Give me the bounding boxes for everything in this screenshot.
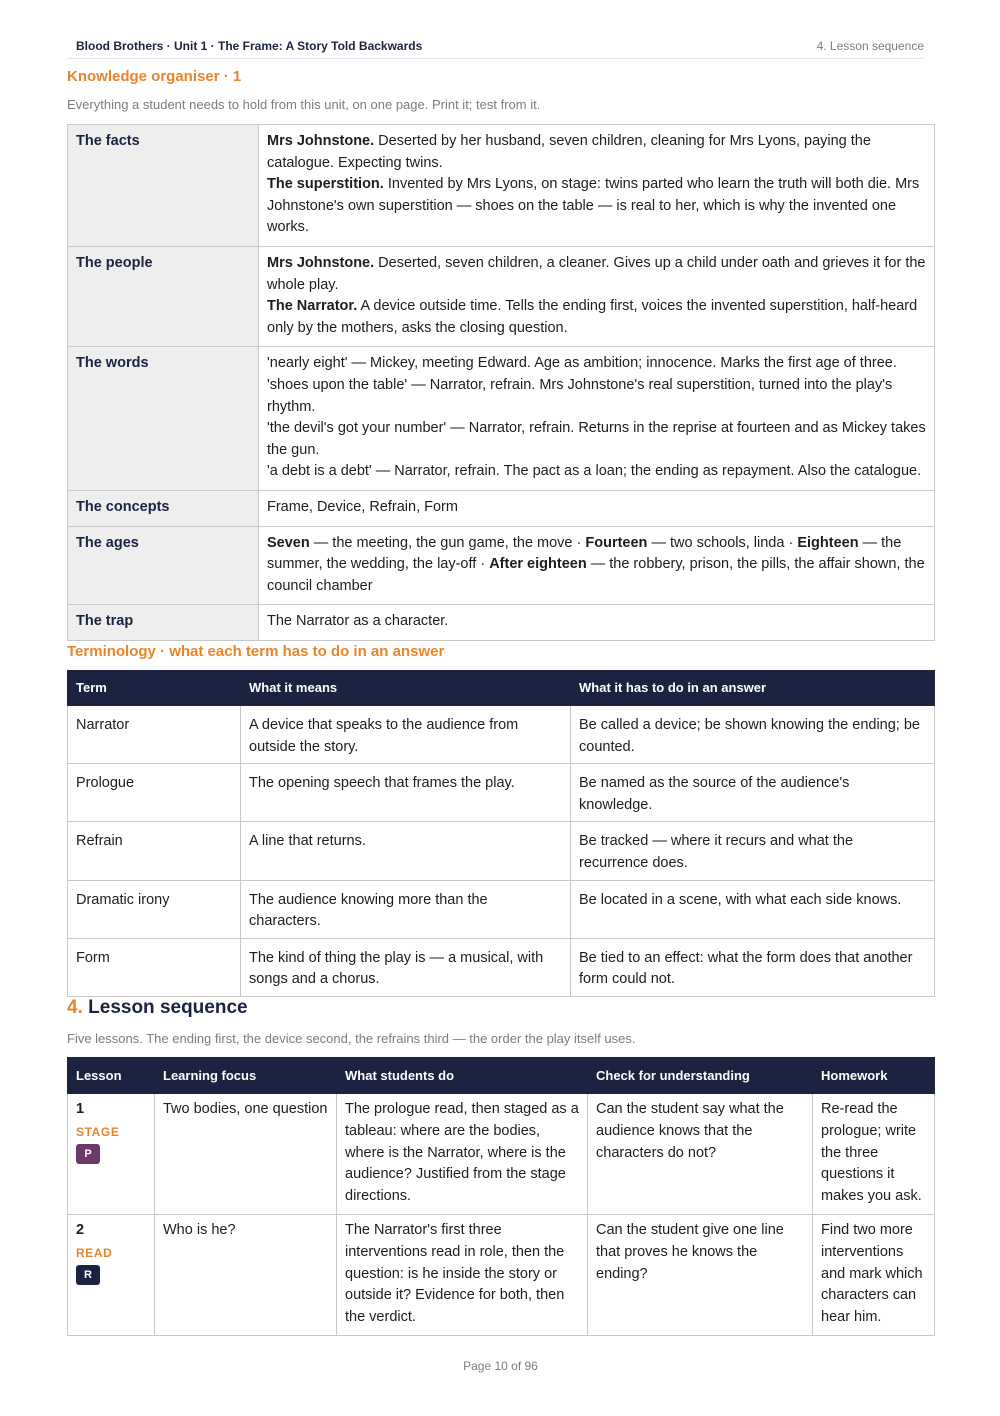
answer-cell: Be named as the source of the audience's knowledge. — [571, 764, 935, 822]
answer-cell: Be tied to an effect: what the form does that another form could not. — [571, 938, 935, 996]
column-header: Check for understanding — [588, 1058, 813, 1094]
answer-cell: Be tracked — where it recurs and what the recurrence does. — [571, 822, 935, 880]
lesson-tag: READ — [76, 1245, 113, 1260]
row-label: The words — [68, 347, 259, 491]
column-header: Lesson — [68, 1058, 155, 1094]
column-header: What it has to do in an answer — [571, 671, 935, 706]
lesson-tag: STAGE — [76, 1124, 120, 1139]
meaning-cell: The kind of thing the play is — a musical, with songs and a chorus. — [241, 938, 571, 996]
fact-line — [267, 131, 926, 174]
term-cell: Narrator — [68, 706, 241, 764]
fact-line — [267, 174, 926, 239]
lesson-cell — [68, 1094, 155, 1215]
row-content — [259, 246, 935, 346]
page-footer: Page 10 of 96 — [463, 1359, 538, 1373]
column-header: Homework — [813, 1058, 935, 1094]
quote-line: 'a debt is a debt' — Narrator, refrain. The pact as a loan; the ending as repayment. Also the catalogue. — [267, 463, 922, 480]
quote-line: 'nearly eight' — Mickey, meeting Edward. Age as ambition; innocence. Marks the first age of three. — [267, 355, 897, 372]
header-row — [68, 671, 935, 706]
row-label: The trap — [68, 605, 259, 641]
column-header: What students do — [337, 1058, 588, 1094]
check-cell: Can the student give one line that proves he knows the ending? — [588, 1214, 813, 1335]
column-header: Learning focus — [155, 1058, 337, 1094]
meaning-cell: The audience knowing more than the characters. — [241, 880, 571, 938]
row-label: The people — [68, 246, 259, 346]
section-intro: Five lessons. The ending first, the device second, the refrains third — the order the play itself uses. — [67, 1031, 636, 1046]
person-name: The Narrator. — [267, 298, 358, 315]
table-row — [68, 822, 935, 880]
lesson-badge: R — [76, 1265, 100, 1285]
person-text: Deserted, seven children, a cleaner. Gives up a child under oath and grieves it for the whole play. — [267, 254, 926, 293]
fact-text: Invented by Mrs Lyons, on stage: twins parted who learn the truth will both die. Mrs Johnstone's own superstition — shoes on the table — is real to her, which is why the invented one works. — [267, 176, 920, 236]
lesson-sequence-table — [67, 1057, 935, 1336]
column-header: What it means — [241, 671, 571, 706]
column-header: Term — [68, 671, 241, 706]
organiser-intro: Everything a student needs to hold from this unit, on one page. Print it; test from it. — [67, 97, 541, 112]
section-number: 4. — [67, 997, 83, 1018]
activity-cell: The prologue read, then staged as a tableau: where are the bodies, where is the Narrator, where is the audience? Justified from the stage directions. — [337, 1094, 588, 1215]
age-label: Eighteen — [797, 534, 859, 551]
row-label: The concepts — [68, 490, 259, 526]
meaning-cell: The opening speech that frames the play. — [241, 764, 571, 822]
section-label: 4. Lesson sequence — [816, 39, 924, 53]
header-row — [68, 1058, 935, 1094]
lesson-row — [68, 1094, 935, 1215]
fact-lead: Mrs Johnstone. — [267, 133, 375, 149]
unit-title: Blood Brothers · Unit 1 · The Frame: A Story Told Backwards — [76, 39, 423, 53]
organiser-heading: Knowledge organiser · 1 — [67, 68, 242, 85]
table-row — [68, 605, 935, 641]
lesson-number: 2 — [76, 1221, 85, 1238]
lesson-badge: P — [76, 1144, 100, 1164]
table-row — [68, 246, 935, 346]
person-text: A device outside time. Tells the ending first, voices the invented superstition, half-heard only by the mothers, asks the closing question. — [267, 298, 918, 336]
activity-cell: The Narrator's first three interventions read in role, then the question: is he inside the story or outside it? Evidence for both, then the verdict. — [337, 1214, 588, 1335]
terminology-table — [67, 670, 935, 997]
table-row — [68, 880, 935, 938]
answer-cell: Be called a device; be shown knowing the ending; be counted. — [571, 706, 935, 764]
age-label: Seven — [267, 534, 310, 551]
table-row — [68, 125, 935, 247]
person-line — [267, 253, 926, 296]
focus-cell: Who is he? — [155, 1214, 337, 1335]
age-events: — the meeting, the gun game, the move · — [309, 534, 586, 551]
lesson-number: 1 — [76, 1101, 85, 1117]
table-row — [68, 706, 935, 764]
meaning-cell: A line that returns. — [241, 822, 571, 880]
row-content — [259, 347, 935, 491]
focus-cell: Two bodies, one question — [155, 1094, 337, 1215]
person-name: Mrs Johnstone. — [267, 254, 375, 271]
row-label: The facts — [68, 125, 259, 247]
lesson-row — [68, 1214, 935, 1335]
term-cell: Prologue — [68, 764, 241, 822]
homework-cell: Find two more interventions and mark which characters can hear him. — [813, 1214, 935, 1335]
age-events: — the summer, the wedding, the lay-off · — [267, 534, 902, 573]
section-title: Lesson sequence — [88, 997, 248, 1018]
fact-lead: The superstition. — [267, 176, 384, 193]
table-row — [68, 938, 935, 996]
row-content — [259, 125, 935, 247]
table-row — [68, 526, 935, 605]
fact-text: Deserted by her husband, seven children, cleaning for Mrs Lyons, paying the catalogue. Expecting twins. — [267, 133, 871, 171]
row-content: Frame, Device, Refrain, Form — [259, 490, 935, 526]
table-row — [68, 347, 935, 491]
row-content: The Narrator as a character. — [259, 605, 935, 641]
homework-cell: Re-read the prologue; write the three questions it makes you ask. — [813, 1094, 935, 1215]
term-cell: Refrain — [68, 822, 241, 880]
row-content — [259, 526, 935, 605]
table-row — [68, 490, 935, 526]
check-cell: Can the student say what the audience knows that the characters do not? — [588, 1094, 813, 1215]
age-events: — the robbery, prison, the pills, the affair shown, the council chamber — [267, 556, 925, 594]
person-line — [267, 296, 926, 339]
section-heading — [67, 997, 248, 1019]
age-label: Fourteen — [585, 534, 648, 551]
quote-line: 'the devil's got your number' — Narrator, refrain. Returns in the reprise at fourteen and as Mickey takes the gun. — [267, 420, 926, 458]
row-label: The ages — [68, 526, 259, 605]
answer-cell: Be located in a scene, with what each side knows. — [571, 880, 935, 938]
terminology-heading: Terminology · what each term has to do in an answer — [67, 643, 445, 660]
running-header — [67, 38, 924, 59]
knowledge-organiser-table — [67, 124, 935, 641]
meaning-cell: A device that speaks to the audience from outside the story. — [241, 706, 571, 764]
age-events: — two schools, linda · — [647, 534, 798, 551]
lesson-cell — [68, 1214, 155, 1335]
quote-line: 'shoes upon the table' — Narrator, refrain. Mrs Johnstone's real superstition, turned into the play's rhythm. — [267, 376, 893, 415]
table-row — [68, 764, 935, 822]
term-cell: Form — [68, 938, 241, 996]
age-label: After eighteen — [489, 556, 587, 573]
term-cell: Dramatic irony — [68, 880, 241, 938]
